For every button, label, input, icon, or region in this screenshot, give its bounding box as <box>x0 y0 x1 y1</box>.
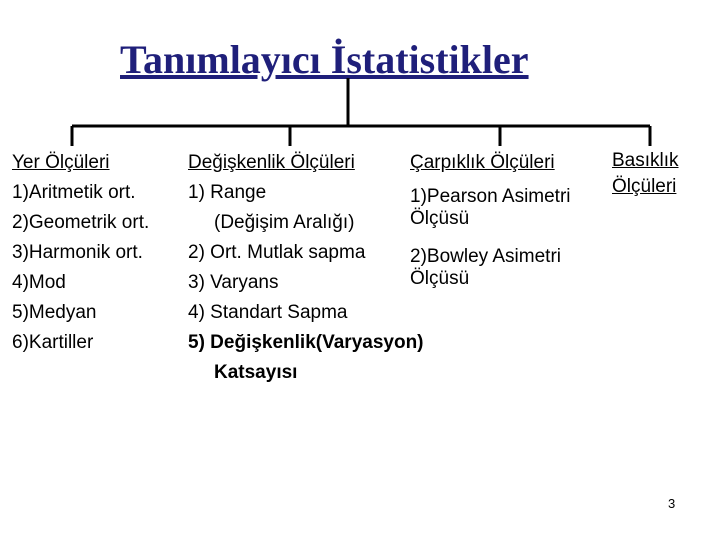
list-item: 2)Geometrik ort. <box>12 212 150 233</box>
list-item: Ölçüsü <box>410 208 470 229</box>
list-item: 3)Harmonik ort. <box>12 242 143 263</box>
list-item: 1)Pearson Asimetri <box>410 186 571 207</box>
list-item: 3) Varyans <box>188 272 279 293</box>
heading-degiskenlik-olculeri: Değişkenlik Ölçüleri <box>188 152 355 173</box>
list-item: 5) Değişkenlik(Varyasyon) <box>188 332 424 353</box>
carpiklik-items <box>410 186 571 230</box>
heading-carpiklik-olculeri: Çarpıklık Ölçüleri <box>410 152 555 173</box>
column-yer-olculeri <box>12 148 149 358</box>
heading-basiklik-line2: Ölçüleri <box>612 176 677 197</box>
column-basiklik-olculeri <box>612 148 679 200</box>
list-item: 4) Standart Sapma <box>188 302 348 323</box>
list-item: 2)Bowley Asimetri <box>410 246 561 267</box>
list-item: 6)Kartiller <box>12 332 94 353</box>
list-item: Ölçüsü <box>410 268 470 289</box>
list-item: (Değişim Aralığı) <box>214 212 355 233</box>
list-item: 1)Aritmetik ort. <box>12 182 136 203</box>
list-item: 4)Mod <box>12 272 66 293</box>
carpiklik-items-2 <box>410 246 561 290</box>
heading-basiklik-line1: Basıklık <box>612 150 679 171</box>
list-item: 2) Ort. Mutlak sapma <box>188 242 366 263</box>
list-item: 5)Medyan <box>12 302 97 323</box>
list-item: 1) Range <box>188 182 267 203</box>
page-title: Tanımlayıcı İstatistikler <box>120 37 529 82</box>
column-carpiklik-olculeri <box>410 148 555 178</box>
list-item: Katsayısı <box>214 362 298 383</box>
page-number: 3 <box>668 496 676 511</box>
heading-yer-olculeri: Yer Ölçüleri <box>12 152 110 173</box>
column-degiskenlik-olculeri <box>188 148 424 388</box>
